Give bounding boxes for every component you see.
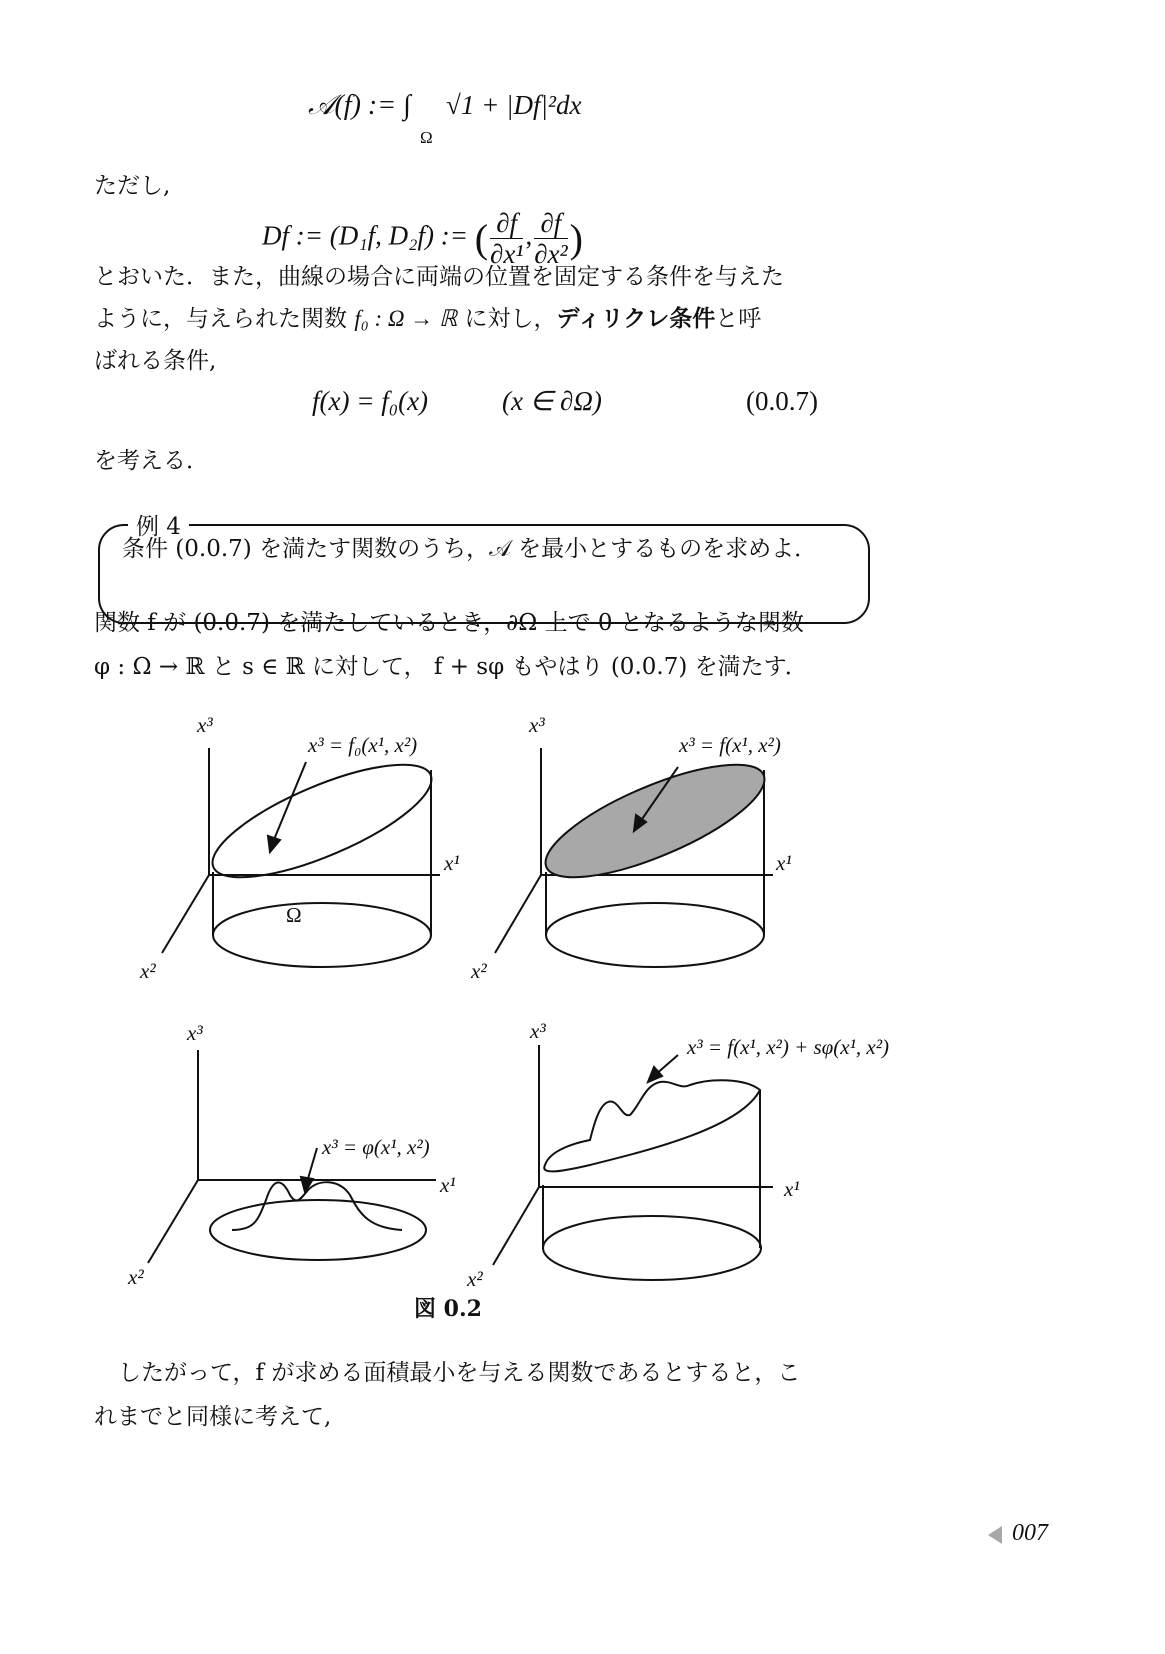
panel-f	[495, 743, 777, 967]
panel4-x1-label: x¹	[784, 1177, 800, 1201]
equation-number: (0.0.7)	[746, 386, 818, 416]
panel-f0	[162, 743, 444, 967]
panel3-x3-label: x³	[187, 1021, 203, 1045]
panel4-x3-label: x³	[530, 1019, 546, 1043]
paragraph-1-line-2-a: ように，与えられた関数	[94, 306, 355, 332]
df-num-2: ∂f	[534, 208, 567, 239]
panel-f-plus-sphi	[493, 1045, 773, 1280]
df-den-2: ∂x²	[534, 239, 568, 269]
axis-x2-line	[495, 875, 541, 953]
dirichlet-equation-lhs: f(x) = f₀(x)	[312, 386, 429, 416]
paragraph-3-line-1: したがって，f が求める面積最小を与える関数であるとすると，こ	[118, 1360, 801, 1386]
paragraph-2-line-1: 関数 f が (0.0.7) を満たしているとき，∂Ω 上で 0 となるような関数	[94, 610, 804, 636]
panel2-x3-label: x³	[529, 713, 545, 737]
axis-x2-line	[493, 1187, 539, 1265]
page-triangle-icon	[986, 1524, 1004, 1546]
panel1-x2-label: x²	[140, 959, 156, 983]
example-title: 例 4	[128, 508, 189, 541]
panel2-x2-label: x²	[471, 959, 487, 983]
page-number: 007	[1012, 1520, 1048, 1546]
arrow-f0	[273, 762, 306, 842]
paragraph-1-line-1: とおいた．また，曲線の場合に両端の位置を固定する条件を与えた	[94, 264, 784, 290]
term-dirichlet-condition: ディリクレ条件	[556, 306, 716, 332]
domain-ellipse	[546, 903, 764, 967]
label-f0: x³ = f₀(x¹, x²)	[308, 733, 418, 757]
axis-x2-line	[162, 875, 209, 953]
domain-ellipse	[213, 903, 431, 967]
text-kangaeru: を考える．	[94, 448, 209, 474]
df-num-1: ∂f	[490, 208, 523, 239]
text-tadashi: ただし,	[94, 173, 171, 199]
domain-ellipse	[543, 1216, 761, 1280]
label-f: x³ = f(x¹, x²)	[679, 733, 781, 757]
dirichlet-equation-condition: (x ∈ ∂Ω)	[502, 386, 602, 416]
df-lhs: Df := (D₁f, D₂f) :=	[262, 220, 468, 251]
omega-label: Ω	[286, 903, 302, 927]
axis-x2-line	[148, 1180, 198, 1263]
paragraph-1-line-2-math: f₀ : Ω → ℝ	[354, 306, 458, 331]
panel1-x3-label: x³	[197, 713, 213, 737]
label-f-plus-sphi: x³ = f(x¹, x²) + sφ(x¹, x²)	[687, 1035, 890, 1059]
df-den-1: ∂x¹	[490, 239, 524, 269]
area-functional-lhs: 𝒜(f) := ∫	[308, 90, 411, 121]
panel3-x1-label: x¹	[440, 1173, 456, 1197]
paragraph-1-line-2-c: と呼	[715, 306, 762, 332]
example-body: 条件 (0.0.7) を満たす関数のうち，𝒜 を最小とするものを求めよ．	[122, 536, 818, 562]
area-integrand: √1 + |Df|²dx	[446, 90, 582, 120]
surface-f-plus-sphi	[544, 1080, 760, 1171]
panel4-x2-label: x²	[467, 1267, 483, 1291]
arrow-phi	[307, 1148, 317, 1182]
df-definition: Df := (D₁f, D₂f) := ( $\frac{\partial f}{\text{∂x¹}}$ , $\frac{\partial f}{\text{∂x²}}$ )	[262, 208, 583, 269]
panel1-x1-label: x¹	[444, 851, 460, 875]
paragraph-1-line-2-b: に対し，	[457, 306, 557, 332]
figure-caption: 図 0.2	[414, 1296, 482, 1322]
paragraph-2-line-2: φ : Ω → ℝ と s ∈ ℝ に対して， f + sφ もやはり (0.0.7) を満たす．	[94, 654, 808, 680]
label-phi: x³ = φ(x¹, x²)	[322, 1135, 430, 1159]
figure-labels	[127, 713, 889, 1291]
paragraph-1-line-3: ばれる条件,	[94, 348, 217, 374]
panel3-x2-label: x²	[128, 1265, 144, 1289]
integral-subscript: Ω	[420, 128, 433, 147]
panel2-x1-label: x¹	[776, 851, 792, 875]
paragraph-3-line-2: れまでと同様に考えて,	[94, 1404, 332, 1430]
